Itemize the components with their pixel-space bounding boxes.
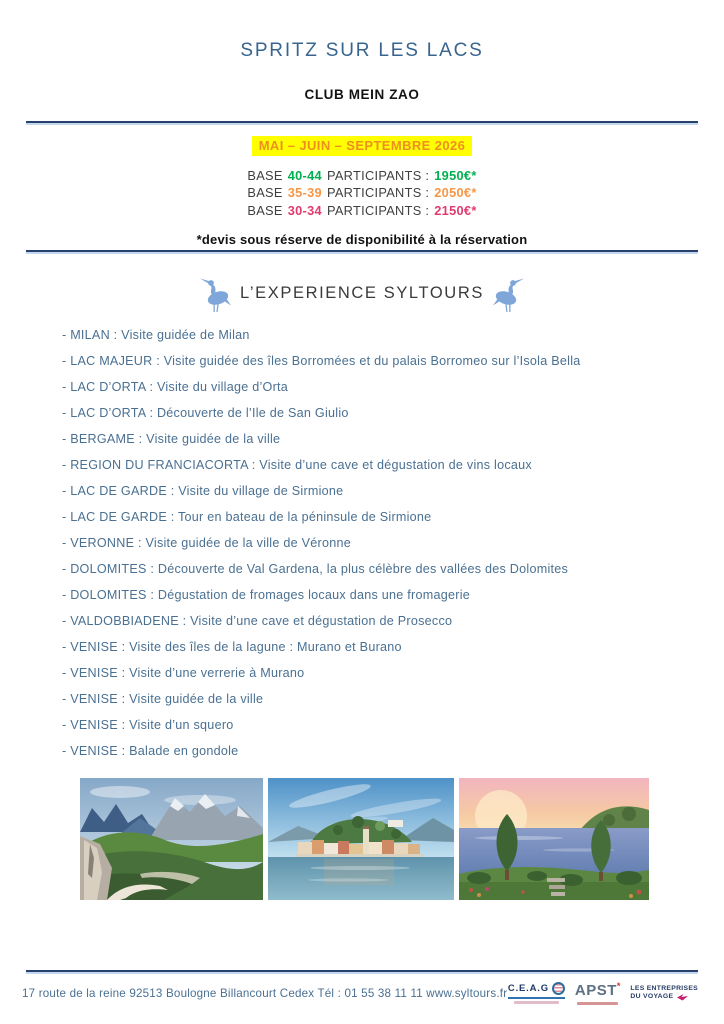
experience-item: - VENISE : Balade en gondole: [62, 744, 239, 759]
price-row: [0, 184, 724, 201]
price-value: 2150€*: [434, 202, 477, 218]
apst-logo: [575, 981, 621, 1005]
experience-item: - VENISE : Visite d’une verrerie à Murano: [62, 666, 305, 681]
experience-heading: L’EXPERIENCE SYLTOURS: [240, 283, 484, 302]
price-row: [0, 202, 724, 219]
edv-bird-icon: [677, 993, 688, 1001]
experience-heading-row: [0, 274, 724, 312]
travel-period-highlight: MAI – JUIN – SEPTEMBRE 2026: [252, 136, 473, 156]
experience-item: - LAC DE GARDE : Visite du village de Sirmione: [62, 484, 344, 499]
experience-item: - DOLOMITES : Dégustation de fromages locaux dans une fromagerie: [62, 588, 470, 603]
heron-icon: [200, 274, 231, 312]
experience-item: - DOLOMITES : Découverte de Val Gardena, la plus célèbre des vallées des Dolomites: [62, 562, 569, 577]
edv-logo-text-line1: LES ENTREPRISES: [630, 985, 698, 993]
apst-star-icon: *: [616, 981, 621, 992]
mountain-landscape-photo: [80, 778, 263, 900]
experience-item: - LAC DE GARDE : Tour en bateau de la péninsule de Sirmione: [62, 510, 432, 525]
page-title: SPRITZ SUR LES LACS: [240, 40, 484, 61]
ceag-tagline: [514, 1001, 558, 1004]
price-value: 2050€*: [434, 185, 477, 201]
participants-range: 35-39: [287, 185, 322, 201]
footer-logos: [508, 981, 698, 1005]
experience-item: - VENISE : Visite guidée de la ville: [62, 692, 264, 707]
experience-list: [62, 329, 724, 758]
price-value: 1950€*: [434, 168, 477, 183]
price-prefix: BASE: [247, 202, 283, 218]
club-subtitle: CLUB MEIN ZAO: [304, 87, 420, 102]
footer: [22, 981, 698, 1005]
horizontal-divider: [26, 250, 698, 252]
experience-item: - REGION DU FRANCIACORTA : Visite d’une cave et dégustation de vins locaux: [62, 458, 532, 473]
participants-range: 40-44: [287, 168, 322, 183]
price-prefix: BASE: [247, 185, 283, 201]
experience-item: - VENISE : Visite des îles de la lagune : Murano et Burano: [62, 640, 402, 655]
price-row: [0, 167, 724, 184]
footer-divider: [26, 970, 698, 972]
ceag-logo: [508, 982, 565, 1004]
price-label: PARTICIPANTS :: [326, 185, 430, 201]
price-label: PARTICIPANTS :: [326, 168, 430, 183]
experience-item: - LAC D’ORTA : Découverte de l’Ile de San Giulio: [62, 406, 349, 421]
price-prefix: BASE: [247, 168, 283, 183]
footer-address: 17 route de la reine 92513 Boulogne Billancourt Cedex Tél : 01 55 38 11 11 www.syltours.fr: [22, 986, 508, 1000]
participants-range: 30-34: [287, 202, 322, 218]
booking-disclaimer: *devis sous réserve de disponibilité à la réservation: [196, 232, 528, 248]
ceag-circle-icon: [552, 982, 565, 995]
entreprises-du-voyage-logo: [630, 985, 698, 1001]
pricing-section: [0, 123, 724, 247]
experience-item: - BERGAME : Visite guidée de la ville: [62, 432, 281, 447]
experience-item: - LAC D’ORTA : Visite du village d’Orta: [62, 380, 289, 395]
price-list: [0, 167, 724, 219]
experience-item: - VENISE : Visite d’un squero: [62, 718, 234, 733]
experience-item: - VERONNE : Visite guidée de la ville de Véronne: [62, 536, 351, 551]
experience-item: - LAC MAJEUR : Visite guidée des îles Borromées et du palais Borromeo sur l’Isola Bella: [62, 354, 581, 369]
heron-icon: [493, 274, 524, 312]
photo-strip: [80, 778, 724, 900]
ceag-logo-text: C.E.A.G: [507, 983, 549, 995]
edv-logo-text-line2: DU VOYAGE: [630, 993, 674, 1001]
apst-tagline: [577, 1002, 618, 1005]
apst-logo-text: APST: [574, 982, 617, 1000]
garden-lake-sunset-photo: [459, 778, 649, 900]
experience-item: - VALDOBBIADENE : Visite d’une cave et dégustation de Prosecco: [62, 614, 453, 629]
experience-item: - MILAN : Visite guidée de Milan: [62, 328, 250, 343]
lake-town-photo: [268, 778, 454, 900]
ceag-underline: [508, 997, 565, 999]
price-label: PARTICIPANTS :: [326, 202, 430, 218]
